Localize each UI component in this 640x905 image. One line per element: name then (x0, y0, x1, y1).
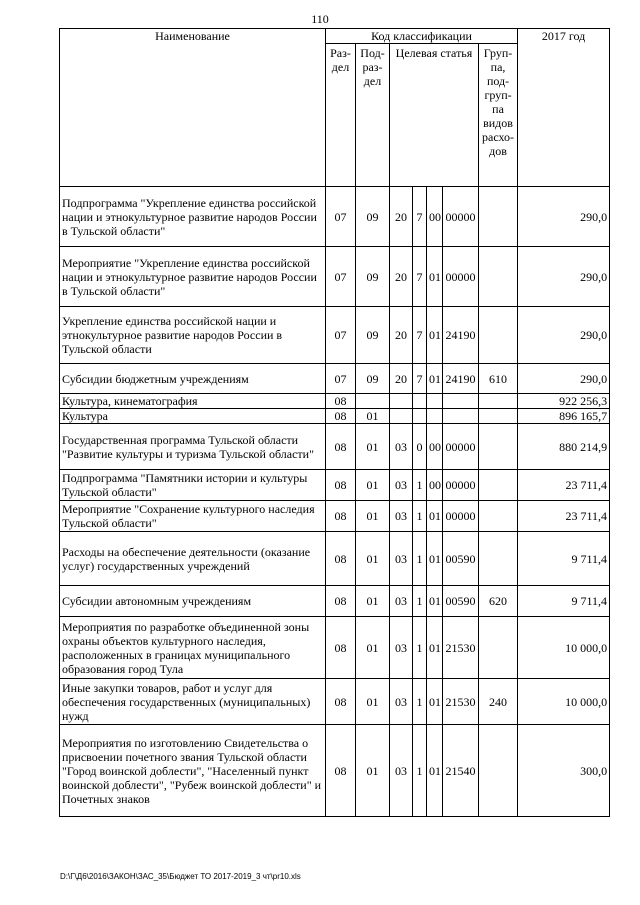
row-section: 07 (326, 307, 356, 364)
row-target-event: 00 (427, 470, 443, 501)
table-row (60, 424, 610, 470)
row-name: Подпрограмма "Укрепление единства российской нации и этнокультурное развитие народов России в Тульской области" (60, 187, 326, 247)
row-expense-group (479, 501, 518, 532)
row-name: Культура, кинематография (60, 394, 326, 409)
row-section: 08 (326, 617, 356, 679)
row-subsection: 01 (356, 424, 390, 470)
classification-header: Код классификации (326, 29, 518, 44)
row-amount: 896 165,7 (518, 409, 610, 424)
row-target-subprogram (413, 409, 427, 424)
row-target-direction (443, 394, 479, 409)
row-target-program: 03 (390, 532, 413, 586)
row-target-program: 03 (390, 501, 413, 532)
file-path-footer: D:\Г\Д6\2016\ЗАКОН\ЗАС_35\Бюджет ТО 2017-2019_3 чт\pr10.xls (60, 872, 301, 881)
table-row (60, 187, 610, 247)
row-target-event: 01 (427, 247, 443, 307)
row-subsection: 09 (356, 364, 390, 394)
row-expense-group: 240 (479, 679, 518, 725)
row-name: Культура (60, 409, 326, 424)
row-section: 07 (326, 364, 356, 394)
row-target-direction: 24190 (443, 307, 479, 364)
row-section: 08 (326, 501, 356, 532)
expense-group-header: Груп- па, под- груп- па видов расхо- дов (479, 44, 518, 187)
row-name: Мероприятия по разработке объединенной зоны охраны объектов культурного наследия, расположенных в границах муниципального образования город Тула (60, 617, 326, 679)
table-row (60, 394, 610, 409)
row-target-direction: 00000 (443, 424, 479, 470)
row-target-program: 03 (390, 586, 413, 617)
row-amount: 880 214,9 (518, 424, 610, 470)
row-expense-group (479, 307, 518, 364)
row-section: 08 (326, 424, 356, 470)
row-target-subprogram: 0 (413, 424, 427, 470)
row-target-event: 01 (427, 679, 443, 725)
row-expense-group (479, 532, 518, 586)
row-subsection (356, 394, 390, 409)
row-target-program: 03 (390, 679, 413, 725)
row-section: 08 (326, 679, 356, 725)
table-row (60, 307, 610, 364)
target-article-header: Целевая статья (390, 44, 479, 187)
row-subsection: 09 (356, 187, 390, 247)
budget-table (59, 28, 610, 817)
row-target-direction: 24190 (443, 364, 479, 394)
row-target-direction: 00590 (443, 532, 479, 586)
row-subsection: 01 (356, 586, 390, 617)
row-subsection: 09 (356, 247, 390, 307)
row-target-event: 01 (427, 364, 443, 394)
row-target-subprogram: 7 (413, 247, 427, 307)
row-target-subprogram: 1 (413, 679, 427, 725)
row-section: 07 (326, 187, 356, 247)
row-target-subprogram: 1 (413, 617, 427, 679)
row-target-program (390, 409, 413, 424)
row-target-program: 03 (390, 725, 413, 817)
row-target-program: 20 (390, 247, 413, 307)
row-amount: 300,0 (518, 725, 610, 817)
name-header: Наименование (60, 29, 326, 187)
row-section: 08 (326, 532, 356, 586)
row-section: 07 (326, 247, 356, 307)
row-amount: 23 711,4 (518, 501, 610, 532)
row-expense-group (479, 725, 518, 817)
row-subsection: 09 (356, 307, 390, 364)
row-target-subprogram: 1 (413, 725, 427, 817)
row-target-direction (443, 409, 479, 424)
row-target-event: 01 (427, 617, 443, 679)
row-section: 08 (326, 725, 356, 817)
row-expense-group (479, 187, 518, 247)
row-amount: 290,0 (518, 247, 610, 307)
row-target-direction: 21530 (443, 617, 479, 679)
row-target-direction: 00000 (443, 187, 479, 247)
row-amount: 290,0 (518, 364, 610, 394)
row-name: Иные закупки товаров, работ и услуг для обеспечения государственных (муниципальных) нужд (60, 679, 326, 725)
row-name: Укрепление единства российской нации и этнокультурное развитие народов России в Тульской области (60, 307, 326, 364)
row-subsection: 01 (356, 470, 390, 501)
row-target-subprogram: 1 (413, 470, 427, 501)
year-header: 2017 год (518, 29, 610, 187)
row-amount: 9 711,4 (518, 532, 610, 586)
row-subsection: 01 (356, 725, 390, 817)
row-target-subprogram: 7 (413, 364, 427, 394)
row-target-event: 01 (427, 532, 443, 586)
row-amount: 922 256,3 (518, 394, 610, 409)
row-subsection: 01 (356, 409, 390, 424)
row-section: 08 (326, 586, 356, 617)
row-name: Мероприятие "Сохранение культурного наследия Тульской области" (60, 501, 326, 532)
row-target-event: 01 (427, 725, 443, 817)
row-expense-group (479, 424, 518, 470)
table-row (60, 470, 610, 501)
row-subsection: 01 (356, 532, 390, 586)
row-target-direction: 00000 (443, 470, 479, 501)
row-target-event: 00 (427, 424, 443, 470)
row-target-program: 20 (390, 187, 413, 247)
row-subsection: 01 (356, 679, 390, 725)
row-target-event (427, 394, 443, 409)
row-name: Субсидии автономным учреждениям (60, 586, 326, 617)
row-expense-group: 620 (479, 586, 518, 617)
table-row (60, 532, 610, 586)
subsection-header: Под- раз- дел (356, 44, 390, 187)
row-amount: 10 000,0 (518, 679, 610, 725)
row-subsection: 01 (356, 501, 390, 532)
row-target-program: 03 (390, 424, 413, 470)
row-target-subprogram: 7 (413, 187, 427, 247)
row-amount: 9 711,4 (518, 586, 610, 617)
row-expense-group: 610 (479, 364, 518, 394)
row-target-program (390, 394, 413, 409)
row-name: Подпрограмма "Памятники истории и культуры Тульской области" (60, 470, 326, 501)
table-row (60, 364, 610, 394)
row-expense-group (479, 470, 518, 501)
row-target-event: 01 (427, 586, 443, 617)
row-target-subprogram: 7 (413, 307, 427, 364)
row-target-direction: 21540 (443, 725, 479, 817)
row-target-subprogram: 1 (413, 532, 427, 586)
row-amount: 23 711,4 (518, 470, 610, 501)
row-target-direction: 00590 (443, 586, 479, 617)
row-amount: 10 000,0 (518, 617, 610, 679)
table-row (60, 679, 610, 725)
row-name: Государственная программа Тульской области "Развитие культуры и туризма Тульской области" (60, 424, 326, 470)
row-expense-group (479, 617, 518, 679)
row-name: Мероприятия по изготовлению Свидетельства о присвоении почетного звания Тульской области "Город воинской доблести", "Населенный пункт воинской доблести", "Рубеж воинской доблести" и Почетных знаков (60, 725, 326, 817)
row-subsection: 01 (356, 617, 390, 679)
section-header: Раз- дел (326, 44, 356, 187)
row-target-direction: 00000 (443, 501, 479, 532)
table-row (60, 617, 610, 679)
row-target-event: 01 (427, 307, 443, 364)
row-target-subprogram: 1 (413, 501, 427, 532)
row-target-event: 01 (427, 501, 443, 532)
row-target-program: 20 (390, 364, 413, 394)
table-row (60, 247, 610, 307)
row-section: 08 (326, 409, 356, 424)
row-target-direction: 00000 (443, 247, 479, 307)
table-body (60, 187, 610, 817)
row-expense-group (479, 247, 518, 307)
row-name: Субсидии бюджетным учреждениям (60, 364, 326, 394)
row-section: 08 (326, 470, 356, 501)
row-target-program: 03 (390, 470, 413, 501)
page-number: 110 (311, 12, 329, 26)
row-target-event: 00 (427, 187, 443, 247)
row-name: Мероприятие "Укрепление единства российской нации и этнокультурное развитие народов России в Тульской области" (60, 247, 326, 307)
row-expense-group (479, 409, 518, 424)
row-expense-group (479, 394, 518, 409)
row-target-direction: 21530 (443, 679, 479, 725)
row-amount: 290,0 (518, 187, 610, 247)
row-section: 08 (326, 394, 356, 409)
row-target-program: 20 (390, 307, 413, 364)
table-row (60, 501, 610, 532)
table-row (60, 409, 610, 424)
row-amount: 290,0 (518, 307, 610, 364)
row-target-subprogram (413, 394, 427, 409)
row-name: Расходы на обеспечение деятельности (оказание услуг) государственных учреждений (60, 532, 326, 586)
row-target-subprogram: 1 (413, 586, 427, 617)
table-row (60, 586, 610, 617)
row-target-program: 03 (390, 617, 413, 679)
row-target-event (427, 409, 443, 424)
table-row (60, 725, 610, 817)
